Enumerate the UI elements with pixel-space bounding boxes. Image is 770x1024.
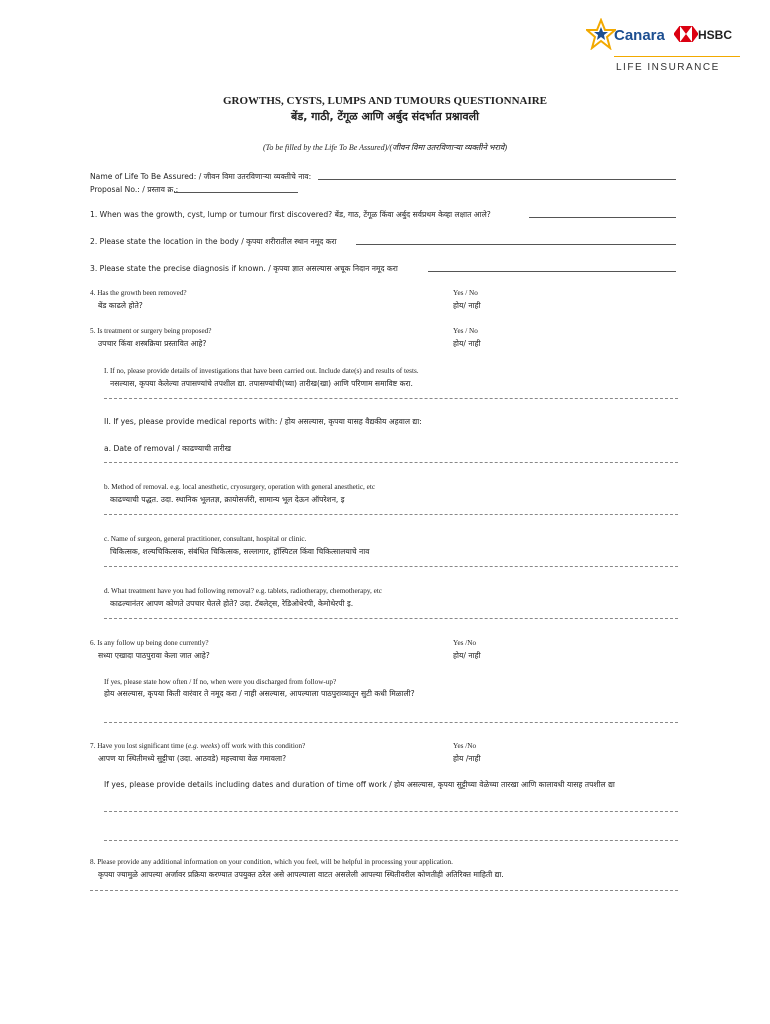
question-7-answer-line-1[interactable] (104, 811, 678, 812)
question-7-followup: If yes, please provide details including dates and duration of time off work / होय असल्यास, कृपया सुट्टीच्या वेळेच्या तारखा आणि कालावधी यासह तपशील द्या (104, 780, 615, 789)
item-d-marathi: काढल्यानंतर आपण कोणते उपचार घेतले होते? उदा. टॅबलेट्स, रेडिओथेरपी, केमोथेरपी इ. (110, 599, 354, 608)
question-7-answer-line-2[interactable] (104, 840, 678, 841)
proposal-field[interactable] (174, 192, 298, 193)
item-c-marathi: चिकित्सक, शल्यचिकित्सक, संबंधित चिकित्सक, सल्लागार, हॉस्पिटल किंवा चिकित्सालयाचे नाव (110, 547, 370, 556)
question-8-english: 8. Please provide any additional information on your condition, which you feel, will be helpful in processing your application. (90, 858, 453, 866)
question-5-marathi: उपचार किंवा शस्त्रक्रिया प्रस्तावित आहे? (98, 339, 207, 348)
question-4-marathi: बेंड काढले होते? (98, 301, 143, 310)
question-7-marathi: आपण या स्थितीमध्ये सुट्टीचा (उदा. आठवडे) महत्त्वाचा वेळ गमावला? (98, 754, 287, 763)
item-c-english: c. Name of surgeon, general practitioner, consultant, hospital or clinic. (104, 535, 307, 543)
item-a-answer-line[interactable] (104, 462, 678, 463)
item-b-marathi: काढण्याची पद्धत. उदा. स्थानिक भूलतज्ञ, क्रायोसर्जरी, सामान्य भूल देऊन ऑपरेशन, इ (110, 495, 345, 504)
name-field[interactable] (318, 179, 676, 180)
question-3: 3. Please state the precise diagnosis if known. / कृपया ज्ञात असल्यास अचूक निदान नमूद करा (90, 264, 398, 273)
question-5-yes-no-marathi[interactable]: होय/ नाही (453, 339, 481, 348)
question-1: 1. When was the growth, cyst, lump or tumour first discovered? बेंड, गाठ, टेंगूळ किंवा अर्बुद सर्वप्रथम केव्हा लक्षात आले? (90, 210, 491, 219)
section-i-marathi: नसल्यास, कृपया केलेल्या तपासण्यांचे तपशील द्या. तपासण्यांची(च्या) तारीख(खा) आणि परिणाम समाविष्ट करा. (110, 379, 413, 388)
proposal-label: Proposal No.: / प्रस्ताव क्र.: (90, 185, 179, 194)
section-i-answer-line[interactable] (104, 398, 678, 399)
logo-hsbc-text: HSBC (698, 28, 733, 42)
question-8-marathi: कृपया ज्यामुळे आपल्या अर्जावर प्रक्रिया करण्यात उपयुक्त ठरेल असे आपल्याला वाटत असलेली आपल्या स्थितीवरील कोणतीही अतिरिक्त माहिती द्या. (98, 870, 504, 879)
question-8-answer-line[interactable] (90, 890, 678, 891)
question-2: 2. Please state the location in the body / कृपया शरीरातील स्थान नमूद करा (90, 237, 337, 246)
item-a-date-of-removal: a. Date of removal / काढण्याची तारीख (104, 444, 231, 453)
question-6-followup-english: If yes, please state how often / If no, when were you discharged from follow-up? (104, 678, 337, 686)
question-2-answer-field[interactable] (356, 244, 676, 245)
logo-divider (614, 56, 740, 57)
logo-canara-text: Canara (614, 27, 665, 44)
item-d-english: d. What treatment have you had following removal? e.g. tablets, radiotherapy, chemotherapy, etc (104, 587, 382, 595)
item-d-answer-line[interactable] (104, 618, 678, 619)
form-subtitle: (To be filled by the Life To Be Assured)/(जीवन विमा उतरविणाऱ्या व्यक्तीने भरावे) (262, 143, 508, 152)
question-5-english: 5. Is treatment or surgery being proposed? (90, 327, 212, 335)
item-c-answer-line[interactable] (104, 566, 678, 567)
question-3-answer-field[interactable] (428, 271, 676, 272)
hsbc-hexagon-icon (674, 26, 698, 42)
section-i-english: I. If no, please provide details of investigations that have been carried out. Include date(s) and results of tests. (104, 367, 419, 375)
logo-life-insurance-text: LIFE INSURANCE (616, 62, 720, 73)
question-6-yes-no-marathi[interactable]: होय/ नाही (453, 651, 481, 660)
question-6-answer-line[interactable] (104, 722, 678, 723)
form-title-english: GROWTHS, CYSTS, LUMPS AND TUMOURS QUESTIONNAIRE (222, 95, 548, 107)
question-4-yes-no[interactable]: Yes / No (453, 289, 478, 297)
question-6-followup-marathi: होय असल्यास, कृपया किती वारंवार ते नमूद करा / नाही असल्यास, आपल्याला पाठपुराव्यातून सुटी कधी मिळाली? (104, 689, 415, 698)
question-4-english: 4. Has the growth been removed? (90, 289, 187, 297)
form-title-marathi: बेंड, गाठी, टेंगूळ आणि अर्बुद संदर्भात प्रश्नावली (291, 110, 479, 123)
question-5-yes-no[interactable]: Yes / No (453, 327, 478, 335)
question-6-english: 6. Is any follow up being done currently? (90, 639, 209, 647)
section-ii: II. If yes, please provide medical reports with: / होय असल्यास, कृपया यासह वैद्यकीय अहवाल द्या: (104, 417, 422, 426)
question-7-english: 7. Have you lost significant time (e.g. weeks) off work with this condition? (90, 742, 306, 750)
question-1-answer-field[interactable] (529, 217, 676, 218)
question-6-marathi: सध्या एखादा पाठपुरावा केला जात आहे? (98, 651, 210, 660)
company-logo (586, 18, 746, 78)
item-b-answer-line[interactable] (104, 514, 678, 515)
item-b-english: b. Method of removal. e.g. local anesthetic, cryosurgery, operation with general anesthetic, etc (104, 483, 376, 491)
canara-star-icon (586, 18, 616, 50)
question-6-yes-no[interactable]: Yes /No (453, 639, 477, 647)
question-7-yes-no[interactable]: Yes /No (453, 742, 477, 750)
question-7-yes-no-marathi[interactable]: होय /नाही (453, 754, 481, 763)
name-label: Name of Life To Be Assured: / जीवन विमा उतरविणाऱ्या व्यक्तीचे नाव: (90, 172, 312, 181)
question-4-yes-no-marathi[interactable]: होय/ नाही (453, 301, 481, 310)
